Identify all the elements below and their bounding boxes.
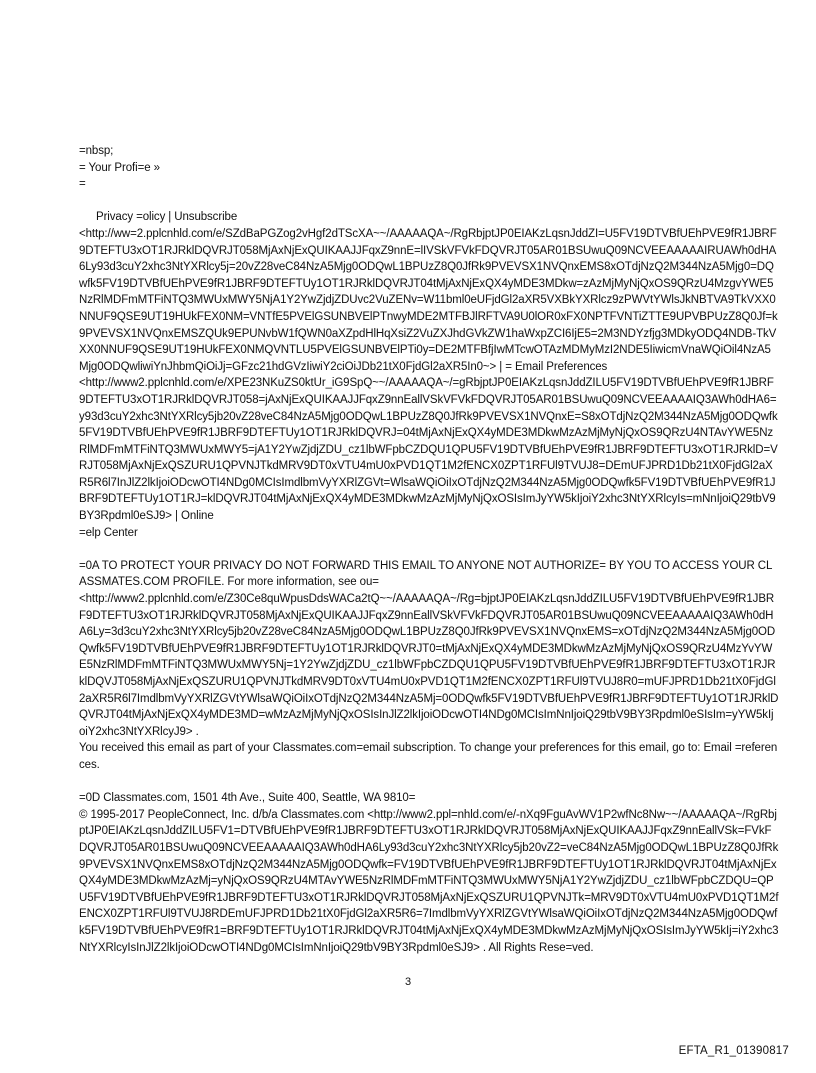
bates-number: EFTA_R1_01390817 (678, 1045, 789, 1057)
privacy-notice-block[interactable]: =0A TO PROTECT YOUR PRIVACY DO NOT FORWARD THIS EMAIL TO ANYONE NOT AUTHORIZE= BY YOU TO ACCESS YOUR CLASSMATES.COM PROFILE. For more information, see ou= <http://www2.pplcnhld.com/e/Z30Ce8quWpusDdsWACa2tQ~~/AAAAAQA~/Rg=bjptJP0EIAKzLqsnJddZILU5FV19DTVBfUEhPVE9fR1JBRF9DTEFTU3xOT1RJRklDQVRJT058MjAxNjExQUIKAAJJFqxZ9nnEallVSkVFVkFDQVRJT05AR01BSUwuQ09NCVEEAAAAAIQ3AWh0dHA6Ly=3d3cuY2xhc3NtYXRlcy5jb20vZ28veC84NzA5Mjg0ODQwL1BPUzZ8Q0JfRk9PVEVSX1NVQnxEMS=xOTdjNzQ2M344NzA5Mjg0ODQwfk5FV19DTVBfUEhPVE9fR1JBRF9DTEFTUy1OT1RJRklDQVRJT0=tMjAxNjExQX4yMDE3MDkwMzAzMjMyNjQxOS9QRzU4MzYvYWE5NzRlMDFmMTFiNTQ3MWUxMWY5Nj=1Y2YwZjdjZDU_cz1lbWFpbCZDQU1QPU5FV19DTVBfUEhPVE9fR1JBRF9DTEFTU3xOT1RJRklDQVJT058MjAxNjExQSZURU1QPVNJTkdMRV9DT0xVTU4mU0xPVD1QT1M2fENCX0ZPT1RFUl9TVUJ8R0=mUFJPRD1Db21tX0FjdGl2aXR5R6l7ImdlbmVyYXRlZGVtYWlsaWQiOiIxOTdjNzQ2M344NzA5Mj=0ODQwfk5FV19DTVBfUEhPVE9fR1JBRF9DTEFTUy1OT1RJRklDQVRJT04tMjAxNjExQX4yMDE3MD=wMzAzMjMyNjQxOSIsInJlZ2lkIjoiODcwOTI4NDg0MCIsImNnIjoiQ29tbV9BY3Rpdml0eSIsIm=yYW5kIjoiY2xhc3NtYXRlcyJ9> . You received this email as part of your Classmates.com=email subscription. To change your preferences for this email, go to: Email =references. (79, 559, 779, 771)
copyright-block[interactable]: =0D Classmates.com, 1501 4th Ave., Suite 400, Seattle, WA 9810= © 1995-2017 PeopleConnect, Inc. d/b/a Classmates.com <http://www2.ppl=nhld.com/e/-nXq9FguAvWV1P2wfNc8Nw~~/AAAAAQA~/RgRbjptJP0EIAKzLqsnJddZILU5FV1=DTVBfUEhPVE9fR1JBRF9DTEFTU3xOT1RJRklDQVRJT058MjAxNjExQUIKAAJJFqxZ9nnEallVSk=FVkFDQVRJT05AR01BSUwuQ09NCVEEAAAAAIQ3AWh0dHA6Ly93d3cuY2xhc3NtYXRlcy5jb20vZ2=veC84NzA5Mjg0ODQwL1BPUzZ8Q0JfRk9PVEVSX1NVQnxEMS8xOTdjNzQ2M344NzA5Mjg0ODQwfk=FV19DTVBfUEhPVE9fR1JBRF9DTEFTUy1OT1RJRklDQVRJT04tMjAxNjExQX4yMDE3MDkwMzAzMj=yNjQxOS9QRzU4MTAvYWE5NzRlMDFmMTFiNTQ3MWUxMWY5NjA1Y2YwZjdjZDU_cz1lbWFpbCZDQU=QPU5FV19DTVBfUEhPVE9fR1JBRF9DTEFTU3xOT1RJRklDQVRJT058MjAxNjExQSZURU1QPVNJTk=MRV9DT0xVTU4mU0xPVD1QT1M2fENCX0ZPT1RFUl9TVUJ8RDEmUFJPRD1Db21tX0FjdGl2aXR5R6=7ImdlbmVyYXRlZGVtYWlsaWQiOiIxOTdjNzQ2M344NzA5Mjg0ODQwfk5FV19DTVBfUEhPVE9fR1=BRF9DTEFTUy1OT1RJRklDQVRJT04tMjAxNjExQX4yMDE3MDkwMzAzMjMyNjQxOSIsImJyYW5kIj=iY2xhc3NtYXRlcyIsInJlZ2lkIjoiODcwOTI4NDg0MCIsImNnIjoiQ29tbV9BY3Rpdml0eSJ9> . All Rights Rese=ved. (79, 792, 779, 954)
paragraph-gap (79, 541, 779, 558)
footer-links-block[interactable]: Privacy =olicy | Unsubscribe <http://ww=2.pplcnhld.com/e/SZdBaPGZog2vHgf2dTScXA~~/AAAAAQA~/RgRbjptJP0EIAKzLqsnJddZI=U5FV19DTVBfUEhPVE9fR1JBRF9DTEFTU3xOT1RJRklDQVRJT058MjAxNjExQUIKAAJJFqxZ9nnE=lIVSkVFVkFDQVRJT05AR01BSUwuQ09NCVEEAAAAAIRUAWh0dHA6Ly93d3cuY2xhc3NtYXRlcy5j=20vZ28veC84NzA5Mjg0ODQwL1BPUzZ8Q0JfRk9PVEVSX1NVQnxEMS8xOTdjNzQ2M344NzA5Mjg0=DQwfk5FV19DTVBfUEhPVE9fR1JBRF9DTEFTUy1OT1RJRklDQVRJT04tMjAxNjExQX4yMDE3MDkw=zAzMjMyNjQxOS9QRzU4MzgvYWE5NzRlMDFmMTFiNTQ3MWUxMWY5NjA1Y2YwZjdjZDUvc2VuZENv=W11bml0eUFjdGl2aXR5VXBkYXRlcz9zPWVtYWlsJkNBTVA9TkVXX0NNUF9QSE9UT19HUkFEX0NM=VNTfE5PVElGSUNBVElPTnwyMDE2MTFBJlRFTVA9U0lOR0xFX0NPTFVNTiZTTE9UPVBPUzZ8Q0Jf=k9PVEVSX1NVQnxEMSZQUk9EPUNvbW1fQWN0aXZpdHlHqXsiZ2VuZXJhdGVkZW1haWxpZCI6IjE5=2M3NDYzfjg3MDkyODQ4NDB-TkVXX0NNUF9QSE9UT19HUkFEX0NMQVNTLU5PVElGSUNBVElPTi0y=DE2MTFBfjIwMTcwOTAzMDMyMzI2NDE5IiwicmVnaWQiOil4NzA5Mjg0ODQwliwiYnJhbmQiOiJj=GFzc21hdGVzIiwiY2ciOiJDb21tX0FjdGl2aXR5In0~> | = Email Preferences <http://www2.pplcnhld.com/e/XPE23NKuZS0ktUr_iG9SpQ~~/AAAAAQA~/=gRbjptJP0EIAKzLqsnJddZILU5FV19DTVBfUEhPVE9fR1JBRF9DTEFTU3xOT1RJRklDQVRJT058=jAxNjExQUIKAAJJFqxZ9nnEallVSkVFVkFDQVRJT05AR01BSUwuQ09NCVEEAAAAIQ3AWh0dHA6=y93d3cuY2xhc3NtYXRlcy5jb20vZ28veC84NzA5Mjg0ODQwL1BPUzZ8Q0JfRk9PVEVSX1NVQnxE=S8xOTdjNzQ2M344NzA5Mjg0ODQwfk5FV19DTVBfUEhPVE9fR1JBRF9DTEFTUy1OT1RJRklDQVRJ=04tMjAxNjExQX4yMDE3MDkwMzAzMjMyNjQxOS9QRzU4NTAvYWE5NzRlMDFmMTFiNTQ3MWUxMWY5=jA1Y2YwZjdjZDU_cz1lbWFpbCZDQU1QPU5FV19DTVBfUEhPVE9fR1JBRF9DTEFTU3xOT1RJRklD=VRJT058MjAxNjExQSZURU1QPVNJTkdMRV9DT0xVTU4mU0xPVD1QT1M2fENCX0ZPT1RFUl9TVUJ8=DEmUFJPRD1Db21tX0FjdGl2aXR5R6l7InJlZ2lkIjoiODcwOTI4NDg0MCIsImdlbmVyYXRlZGVt=WlsaWQiOiIxOTdjNzQ2M344NzA5Mjg0ODQwfk5FV19DTVBfUEhPVE9fR1JBRF9DTEFTUy1OT1RJ=klDQVRJT04tMjAxNjExQX4yMDE3MDkwMzAzMjMyNjQxOSIsImJyYW5kIjoiY2xhc3NtYXRlcyIs=mNnIjoiQ29tbV9BY3Rpdml0eSJ9> | Online =elp Center (79, 211, 778, 539)
paragraph-gap (79, 193, 779, 210)
profile-link-block[interactable]: =nbsp; = Your Profi=e » = (79, 145, 160, 191)
email-body (79, 143, 779, 956)
page-number: 3 (404, 976, 412, 988)
paragraph-gap (79, 774, 779, 791)
